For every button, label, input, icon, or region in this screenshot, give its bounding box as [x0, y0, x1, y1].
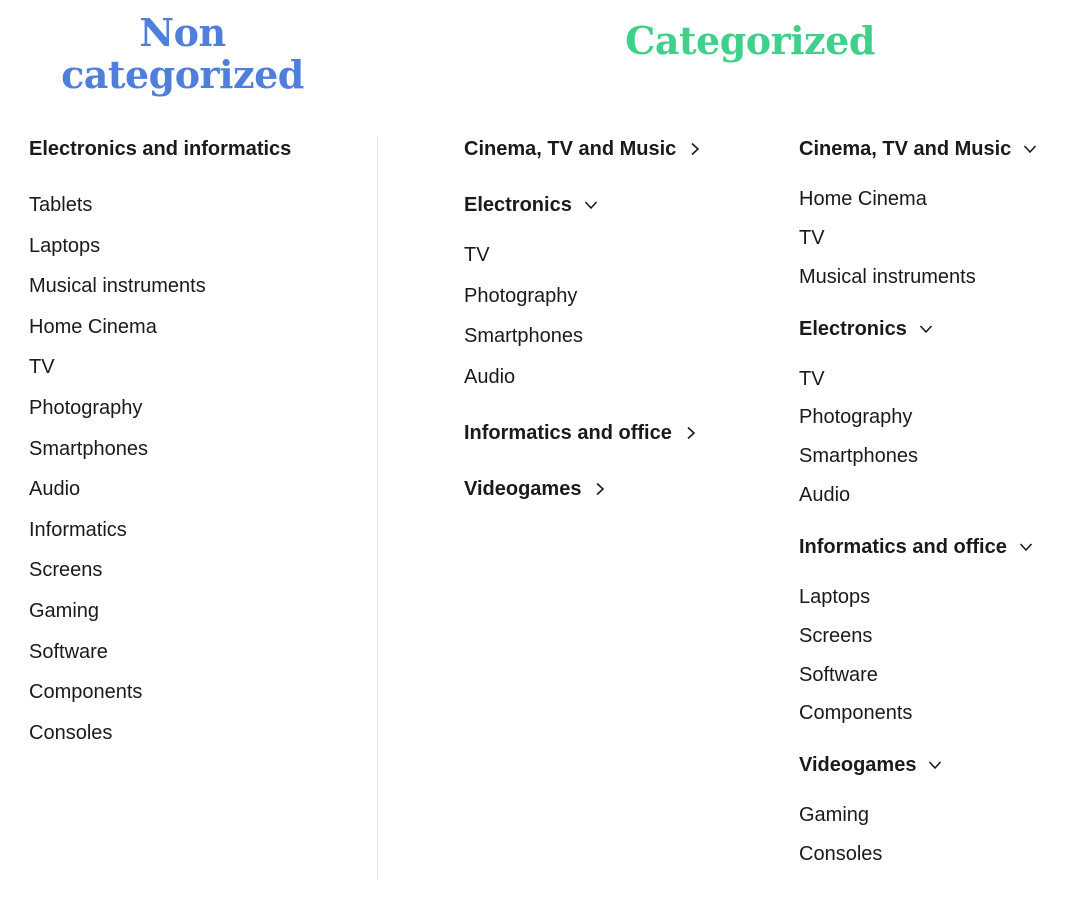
expanded-menu-section-title[interactable] [799, 314, 1089, 344]
expanded-menu-subitems [799, 800, 1089, 869]
section-label: Electronics [799, 317, 907, 340]
collapsed-menu-subitem[interactable]: Audio [464, 365, 516, 388]
section-label: Informatics and office [799, 535, 1007, 558]
section-label: Cinema, TV and Music [464, 138, 677, 160]
expanded-menu-subitem[interactable]: Smartphones [799, 445, 918, 468]
expanded-menu-subitems [799, 184, 1089, 292]
flat-menu-item[interactable]: Home Cinema [29, 315, 157, 338]
flat-menu-item[interactable]: Audio [29, 478, 81, 501]
expanded-menu-subitem[interactable]: Photography [799, 406, 913, 429]
collapsed-menu-subitem[interactable]: Photography [464, 284, 578, 307]
chevron-down-icon [919, 322, 933, 336]
flat-menu-item[interactable]: Software [29, 640, 108, 663]
flat-menu-item[interactable]: Smartphones [29, 437, 148, 460]
expanded-menu-section-title[interactable] [799, 134, 1089, 164]
expanded-menu-subitem[interactable]: Components [799, 702, 913, 725]
section-label: Videogames [799, 754, 917, 777]
expanded-menu-subitem[interactable]: Screens [799, 624, 873, 647]
collapsed-menu-section-title[interactable] [464, 418, 784, 448]
flat-menu-item[interactable]: Laptops [29, 234, 101, 257]
section-label: Cinema, TV and Music [799, 138, 1012, 160]
expanded-menu-subitem[interactable]: Consoles [799, 843, 883, 866]
collapsed-menu-subitems [464, 240, 784, 392]
expanded-menu-subitem[interactable]: Laptops [799, 585, 871, 608]
flat-menu-item[interactable]: Musical instruments [29, 275, 206, 298]
collapsed-menu-subitem[interactable]: TV [464, 244, 490, 266]
expanded-menu-subitem[interactable]: TV [799, 226, 825, 249]
section-label: Electronics [464, 194, 572, 216]
expanded-menu-subitem[interactable]: Home Cinema [799, 188, 927, 210]
collapsed-menu-subitem[interactable]: Smartphones [464, 325, 583, 348]
expanded-menu-subitems [799, 582, 1089, 728]
chevron-right-icon [684, 426, 698, 440]
flat-menu-item[interactable]: Consoles [29, 721, 113, 744]
categorized-menu-collapsed [464, 134, 784, 530]
chevron-right-icon [688, 142, 702, 156]
flat-menu-item[interactable]: Tablets [29, 194, 93, 216]
expanded-menu-subitem[interactable]: TV [799, 367, 825, 390]
collapsed-menu-section-title[interactable] [464, 474, 784, 504]
flat-menu-item[interactable]: TV [29, 356, 55, 379]
section-label: Informatics and office [464, 421, 672, 444]
categorized-heading: Categorized [625, 18, 875, 63]
collapsed-menu-section-title[interactable] [464, 190, 784, 220]
chevron-down-icon [928, 758, 942, 772]
expanded-menu-subitem[interactable]: Software [799, 663, 878, 686]
expanded-menu-subitems [799, 364, 1089, 510]
flat-menu-items [29, 190, 369, 748]
flat-menu-item[interactable]: Screens [29, 559, 103, 582]
chevron-down-icon [584, 198, 598, 212]
expanded-menu-section-title[interactable] [799, 750, 1089, 780]
flat-menu-item[interactable]: Photography [29, 396, 143, 419]
section-label: Videogames [464, 477, 582, 500]
expanded-menu-subitem[interactable]: Audio [799, 483, 851, 506]
categorized-menu-expanded [799, 134, 1089, 891]
collapsed-menu-section-title[interactable] [464, 134, 784, 164]
column-divider [377, 136, 378, 880]
flat-menu [29, 134, 369, 758]
non-categorized-heading: Non categorized [61, 10, 304, 97]
flat-menu-item[interactable]: Gaming [29, 599, 100, 622]
flat-menu-title[interactable]: Electronics and informatics [29, 138, 292, 160]
expanded-menu-subitem[interactable]: Gaming [799, 804, 870, 827]
chevron-down-icon [1019, 540, 1033, 554]
flat-menu-item[interactable]: Informatics [29, 518, 127, 541]
flat-menu-item[interactable]: Components [29, 681, 143, 704]
expanded-menu-subitem[interactable]: Musical instruments [799, 265, 976, 288]
chevron-right-icon [593, 482, 607, 496]
expanded-menu-section-title[interactable] [799, 532, 1089, 562]
chevron-down-icon [1023, 142, 1037, 156]
